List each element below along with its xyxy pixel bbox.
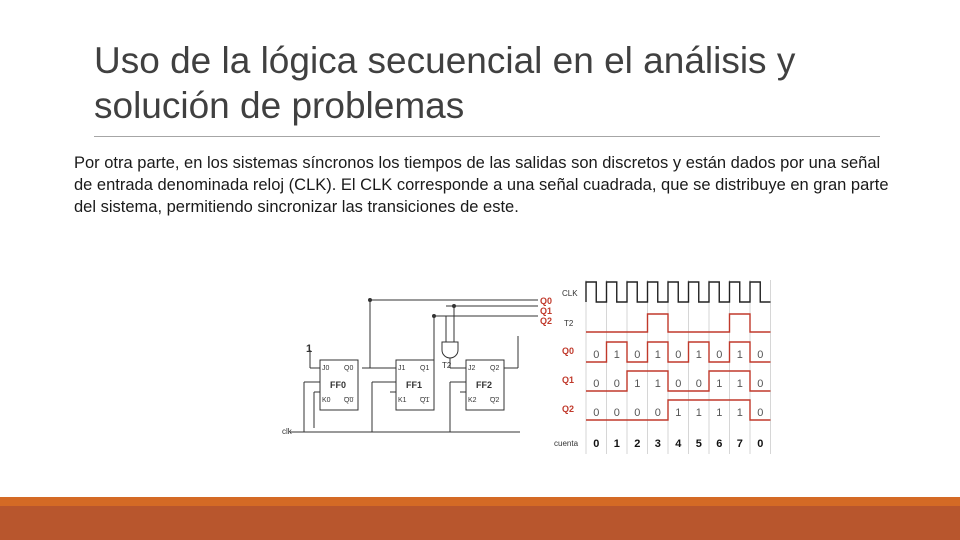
clk-row-label: CLK bbox=[562, 289, 578, 298]
count-value: 3 bbox=[654, 438, 661, 450]
q2-value: 0 bbox=[634, 407, 641, 419]
q2-value: 1 bbox=[695, 407, 702, 419]
timing-diagram bbox=[586, 280, 771, 454]
ff0-k-label: K0 bbox=[322, 397, 331, 404]
q1-value: 1 bbox=[634, 378, 641, 390]
count-value: 7 bbox=[736, 438, 743, 450]
q0-value: 0 bbox=[634, 349, 641, 361]
count-value: 6 bbox=[716, 438, 723, 450]
q1-value: 0 bbox=[613, 378, 620, 390]
clk-label: clk bbox=[282, 427, 292, 436]
count-value: 0 bbox=[757, 438, 764, 450]
output-q1-label: Q1 bbox=[540, 306, 553, 316]
q0-value: 1 bbox=[736, 349, 743, 361]
t-row-label: T2 bbox=[564, 319, 574, 328]
q2-value: 1 bbox=[675, 407, 682, 419]
ff2-qbar-label: Q2 bbox=[490, 397, 500, 404]
count-value: 5 bbox=[695, 438, 702, 450]
count-value: 4 bbox=[675, 438, 682, 450]
q1-value: 0 bbox=[675, 378, 682, 390]
junction-dot bbox=[432, 314, 436, 318]
q0-value: 0 bbox=[593, 349, 600, 361]
q0-value: 0 bbox=[675, 349, 682, 361]
q0-value: 1 bbox=[695, 349, 702, 361]
q1-value: 0 bbox=[695, 378, 702, 390]
q0-value: 1 bbox=[654, 349, 661, 361]
footer-accent-band bbox=[0, 497, 960, 506]
q0-value: 0 bbox=[757, 349, 764, 361]
title-divider bbox=[94, 136, 880, 137]
ff1-qbar-label: Q1 bbox=[420, 397, 430, 404]
count-value: 2 bbox=[634, 438, 641, 450]
junction-dot bbox=[452, 304, 456, 308]
ff2-name: FF2 bbox=[476, 380, 493, 390]
ff1-j-label: J1 bbox=[398, 365, 406, 372]
q1-value: 1 bbox=[716, 378, 723, 390]
q2-value: 1 bbox=[716, 407, 723, 419]
junction-dot bbox=[368, 298, 372, 302]
slide-title: Uso de la lógica secuencial en el análisis y solución de problemas bbox=[94, 40, 796, 126]
count-row-label: cuenta bbox=[554, 439, 579, 448]
q0-value: 1 bbox=[613, 349, 620, 361]
body-paragraph: Por otra parte, en los sistemas síncronos los tiempos de las salidas son discretos y están dados por una señal de entrada denominada reloj (CLK). El CLK corresponde a una señal cuadrada, que se distribuye en gran parte del sistema, permitiendo sincronizar las transiciones de este. bbox=[74, 154, 889, 216]
circuit-and-timing-diagram bbox=[270, 268, 780, 458]
ff0-name: FF0 bbox=[330, 380, 347, 390]
q1-value: 1 bbox=[654, 378, 661, 390]
t2-label: T2 bbox=[442, 361, 452, 370]
count-value: 0 bbox=[593, 438, 600, 450]
q1-value: 1 bbox=[736, 378, 743, 390]
q1-value: 0 bbox=[593, 378, 600, 390]
q2-value: 1 bbox=[736, 407, 743, 419]
output-q0-label: Q0 bbox=[540, 296, 553, 306]
ff1-name: FF1 bbox=[406, 380, 423, 390]
ff0-qbar-label: Q0 bbox=[344, 397, 354, 404]
q2-value: 0 bbox=[757, 407, 764, 419]
q0-value: 0 bbox=[716, 349, 723, 361]
q2-value: 0 bbox=[593, 407, 600, 419]
t2-waveform bbox=[586, 314, 771, 332]
ff1-k-label: K1 bbox=[398, 397, 407, 404]
q0-row-label: Q0 bbox=[562, 346, 575, 356]
q1-row-label: Q1 bbox=[562, 375, 575, 385]
q1-value: 0 bbox=[757, 378, 764, 390]
ff0-q-label: Q0 bbox=[344, 365, 354, 372]
input-one-label: 1 bbox=[306, 343, 313, 355]
ff0-j-label: J0 bbox=[322, 365, 330, 372]
and-gate bbox=[442, 342, 458, 358]
clk-waveform bbox=[586, 282, 771, 302]
q2-value: 0 bbox=[654, 407, 661, 419]
q2-value: 0 bbox=[613, 407, 620, 419]
ff1-q-label: Q1 bbox=[420, 365, 430, 372]
count-value: 1 bbox=[613, 438, 620, 450]
ff2-q-label: Q2 bbox=[490, 365, 500, 372]
footer-bar bbox=[0, 506, 960, 540]
output-q2-label: Q2 bbox=[540, 316, 553, 326]
q2-row-label: Q2 bbox=[562, 404, 575, 414]
ff2-j-label: J2 bbox=[468, 365, 476, 372]
ff2-k-label: K2 bbox=[468, 397, 477, 404]
sequential-circuit-figure bbox=[270, 268, 780, 458]
